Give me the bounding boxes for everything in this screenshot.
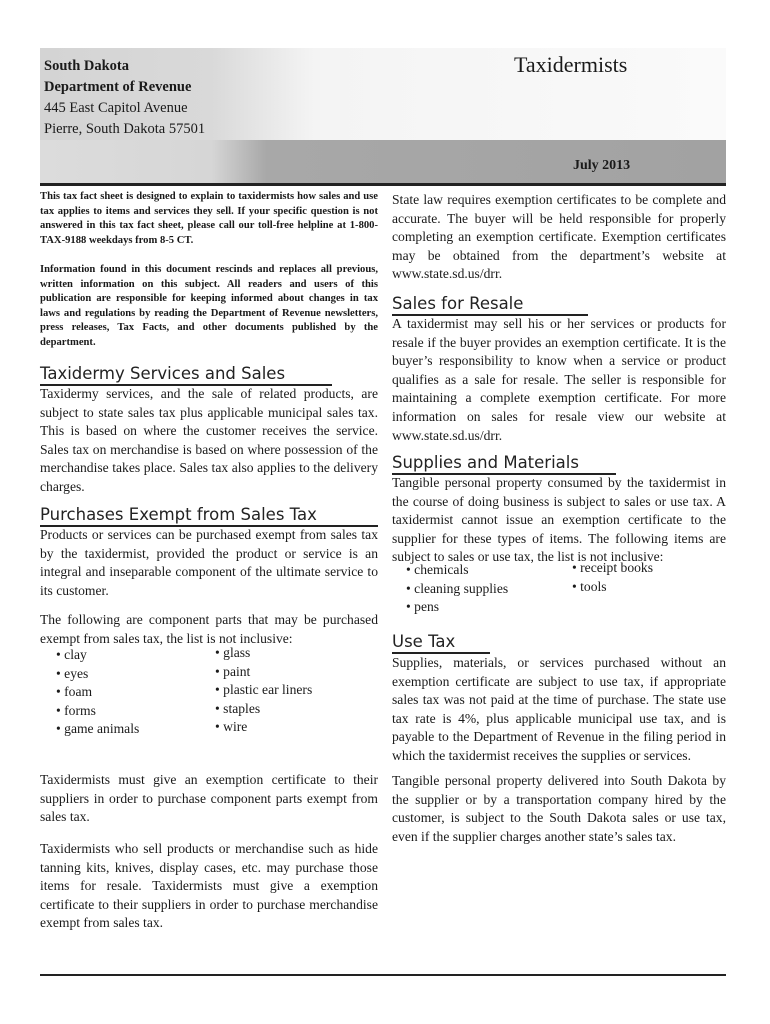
component-list-col2 xyxy=(215,644,312,737)
list-item: • glass xyxy=(215,645,251,660)
paragraph: State law requires exemption certificates to be complete and accurate. The buyer will be held responsible for properly completing an exemption certificate. Exemption certificates may be obtained from the department’s website at www.state.sd.us/drr. xyxy=(392,192,726,282)
heading-purchases-exempt: Purchases Exempt from Sales Tax xyxy=(40,505,378,527)
paragraph: Taxidermists who sell products or merchandise such as hide tanning kits, knives, display cases, etc. may purchase those items for resale. Taxidermists must give a exemption certificate to their suppliers in order to purchase merchandise exempt from sales tax. xyxy=(40,841,378,931)
dept-name: Department of Revenue xyxy=(44,79,192,95)
list-item: • receipt books xyxy=(572,560,654,575)
list-item: • pens xyxy=(406,599,440,615)
supplies-list-col2 xyxy=(572,559,653,596)
list-item: • eyes xyxy=(56,665,89,681)
heading-use-tax: Use Tax xyxy=(392,632,490,654)
address-line-1: 445 East Capitol Avenue xyxy=(44,100,188,116)
document-title: Taxidermists xyxy=(514,52,628,77)
supplies-list-col1 xyxy=(406,561,508,617)
document-date: July 2013 xyxy=(573,158,631,173)
footer-rule xyxy=(40,974,726,976)
list-item: • clay xyxy=(56,647,87,662)
list-item: • game animals xyxy=(56,721,140,737)
list-item: • wire xyxy=(215,719,248,735)
list-item: • chemicals xyxy=(406,562,469,577)
org-block xyxy=(44,56,205,140)
list-item: • paint xyxy=(215,663,251,679)
heading-taxidermy-services: Taxidermy Services and Sales xyxy=(40,364,332,386)
heading-supplies-materials: Supplies and Materials xyxy=(392,453,616,475)
component-list-col1 xyxy=(56,646,139,739)
list-item: • cleaning supplies xyxy=(406,580,509,596)
paragraph: Taxidermists must give an exemption certificate to their suppliers in order to purchase component parts exempt from sales tax. xyxy=(40,772,378,825)
list-item: • forms xyxy=(56,702,96,718)
list-item: • foam xyxy=(56,684,93,700)
disclaimer-paragraph: Information found in this document rescinds and replaces all previous, written information on this subject. All readers and users of this publication are responsible for keeping informed about changes in tax laws and regulations by reading the Department of Revenue newsletters, press releases, Tax Facts, and other documents published by the department. xyxy=(40,264,378,348)
paragraph: Tangible personal property consumed by the taxidermist in the course of doing business is subject to sales or use tax. A taxidermist cannot issue an exemption certificate to the supplier for these types of items. The following items are subject to sales or use tax, the list is not inclusive: xyxy=(392,475,726,565)
org-name: South Dakota xyxy=(44,58,130,74)
header-rule xyxy=(40,183,726,186)
paragraph: Taxidermy services, and the sale of related products, are subject to state sales tax plus applicable municipal sales tax. This is based on where the customer receives the service. Sales tax on merchandise is based on where possession of the merchandise takes place. Sales tax also applies to the delivery charges. xyxy=(40,386,378,494)
paragraph: Supplies, materials, or services purchased without an exemption certificate are subject to use tax, if appropriate sales tax was not paid at the time of purchase. The state use tax rate is 4%, plus applicable municipal use tax, and is payable to the Department of Revenue in the filing period in which the taxidermist receives the supplies or services. xyxy=(392,655,726,763)
list-item: • tools xyxy=(572,578,607,594)
address-line-2: Pierre, South Dakota 57501 xyxy=(44,121,206,137)
paragraph: A taxidermist may sell his or her services or products for resale if the buyer provides an exemption certificate. It is the buyer’s responsibility to know when a service or product qualifies as a sale for resale. The seller is responsible for maintaining a complete exemption certificate. For more information on sales for resale view our website at www.state.sd.us/drr. xyxy=(392,316,726,443)
paragraph: Products or services can be purchased exempt from sales tax by the taxidermist, provided the product or service is an integral and inseparable component of the ultimate service to its customer. xyxy=(40,527,378,598)
paragraph: Tangible personal property delivered into South Dakota by the supplier or by a transportation company hired by the customer, is subject to the South Dakota sales or use tax, even if the supplier charges another state’s sales tax. xyxy=(392,773,726,844)
intro-paragraph: This tax fact sheet is designed to explain to taxidermists how sales and use tax applies to items and services they sell. If your specific question is not answered in this tax fact sheet, please call our toll-free helpline at 1-800-TAX-9188 weekdays from 8-5 CT. xyxy=(40,191,378,246)
list-item: • staples xyxy=(215,700,261,716)
list-item: • plastic ear liners xyxy=(215,682,313,698)
paragraph: The following are component parts that may be purchased exempt from sales tax, the list is not inclusive: xyxy=(40,612,378,646)
heading-sales-for-resale: Sales for Resale xyxy=(392,294,588,316)
